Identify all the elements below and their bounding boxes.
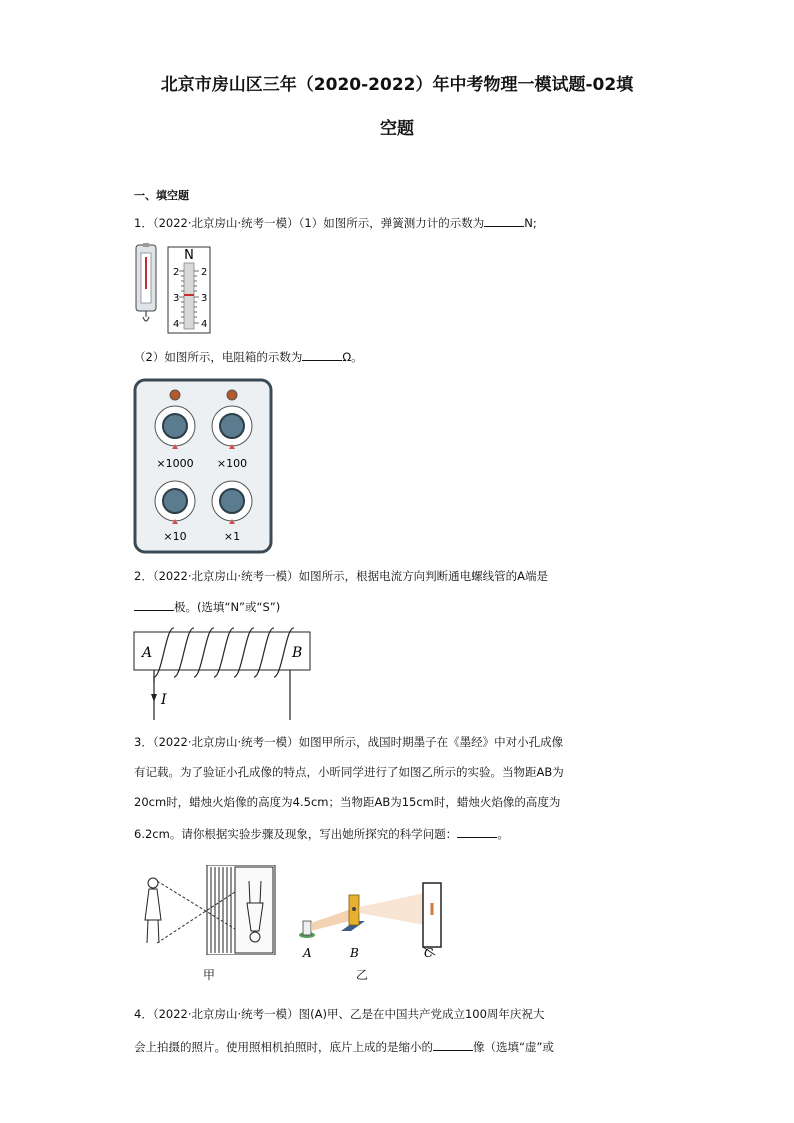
current-label-i: I	[161, 692, 167, 708]
question-3-line-2: 有记载。为了验证小孔成像的特点，小昕同学进行了如图乙所示的实验。当物距AB为	[134, 765, 564, 779]
label-a: A	[303, 946, 312, 960]
scale-tick-4-right: 4	[201, 319, 208, 330]
question-1-part-2	[134, 350, 363, 363]
page-title-line-2: 空题	[380, 119, 414, 139]
question-1-part-2-text: （2）如图所示，电阻箱的示数为	[134, 350, 303, 364]
pinhole-figure-yi	[295, 875, 445, 965]
question-2-line-1: 2．（2022·北京房山·统考一模）如图所示，根据电流方向判断通电螺线管的A端是	[134, 569, 549, 583]
question-4-line-2	[134, 1040, 554, 1053]
dial-label-x100: ×100	[216, 457, 248, 470]
scale-tick-2-right: 2	[201, 267, 208, 278]
scale-tick-3-right: 3	[201, 293, 208, 304]
dial-label-x10: ×10	[163, 530, 187, 543]
scale-tick-2-left: 2	[173, 267, 180, 278]
question-3-line-3: 20cm时，蜡烛火焰像的高度为4.5cm；当物距AB为15cm时，蜡烛火焰像的高度为	[134, 795, 561, 809]
solenoid-label-a: A	[142, 645, 153, 661]
answer-blank[interactable]	[302, 350, 342, 361]
scale-tick-4-left: 4	[173, 319, 180, 330]
question-2-line-2	[134, 600, 280, 613]
answer-blank[interactable]	[134, 600, 174, 611]
scale-unit-label: N	[184, 248, 194, 263]
question-4-text-end: 像（选填“虚”或	[473, 1040, 554, 1054]
question-3-line-1: 3．（2022·北京房山·统考一模）如图甲所示，战国时期墨子在《墨经》中对小孔成像	[134, 735, 564, 749]
dial-label-x1000: ×1000	[156, 457, 194, 470]
resistance-box-figure	[133, 378, 273, 554]
solenoid-label-b: B	[292, 645, 303, 661]
question-1-text: 1．（2022·北京房山·统考一模）（1）如图所示，弹簧测力计的示数为	[134, 216, 485, 230]
section-heading: 一、填空题	[134, 189, 189, 202]
dial-label-x1: ×1	[223, 530, 241, 543]
question-4-text: 会上拍摄的照片。使用照相机拍照时，底片上成的是缩小的	[134, 1040, 433, 1054]
question-3-end: 。	[497, 827, 509, 841]
question-2-text: 极。(选填“N”或“S”)	[174, 600, 281, 614]
spring-scale-figure	[132, 243, 212, 335]
scale-tick-3-left: 3	[173, 293, 180, 304]
solenoid-figure	[132, 622, 314, 722]
question-1-part-2-unit: Ω。	[342, 350, 363, 364]
question-3-text: 6.2cm。请你根据实验步骤及现象，写出她所探究的科学问题：	[134, 827, 458, 841]
answer-blank[interactable]	[457, 827, 497, 838]
caption-jia: 甲	[203, 968, 216, 982]
caption-yi: 乙	[356, 968, 369, 982]
answer-blank[interactable]	[484, 216, 524, 227]
question-1	[134, 216, 537, 229]
question-1-unit: N;	[524, 216, 537, 230]
label-c: C	[424, 946, 434, 960]
answer-blank[interactable]	[433, 1040, 473, 1051]
pinhole-figure-jia	[135, 865, 280, 955]
question-4-line-1: 4．（2022·北京房山·统考一模）图(A)甲、乙是在中国共产党成立100周年庆祝大	[134, 1007, 545, 1021]
question-3-line-4	[134, 827, 509, 840]
page-title-line-1: 北京市房山区三年（2020-2022）年中考物理一模试题-02填	[160, 75, 634, 95]
label-b: B	[350, 946, 359, 960]
